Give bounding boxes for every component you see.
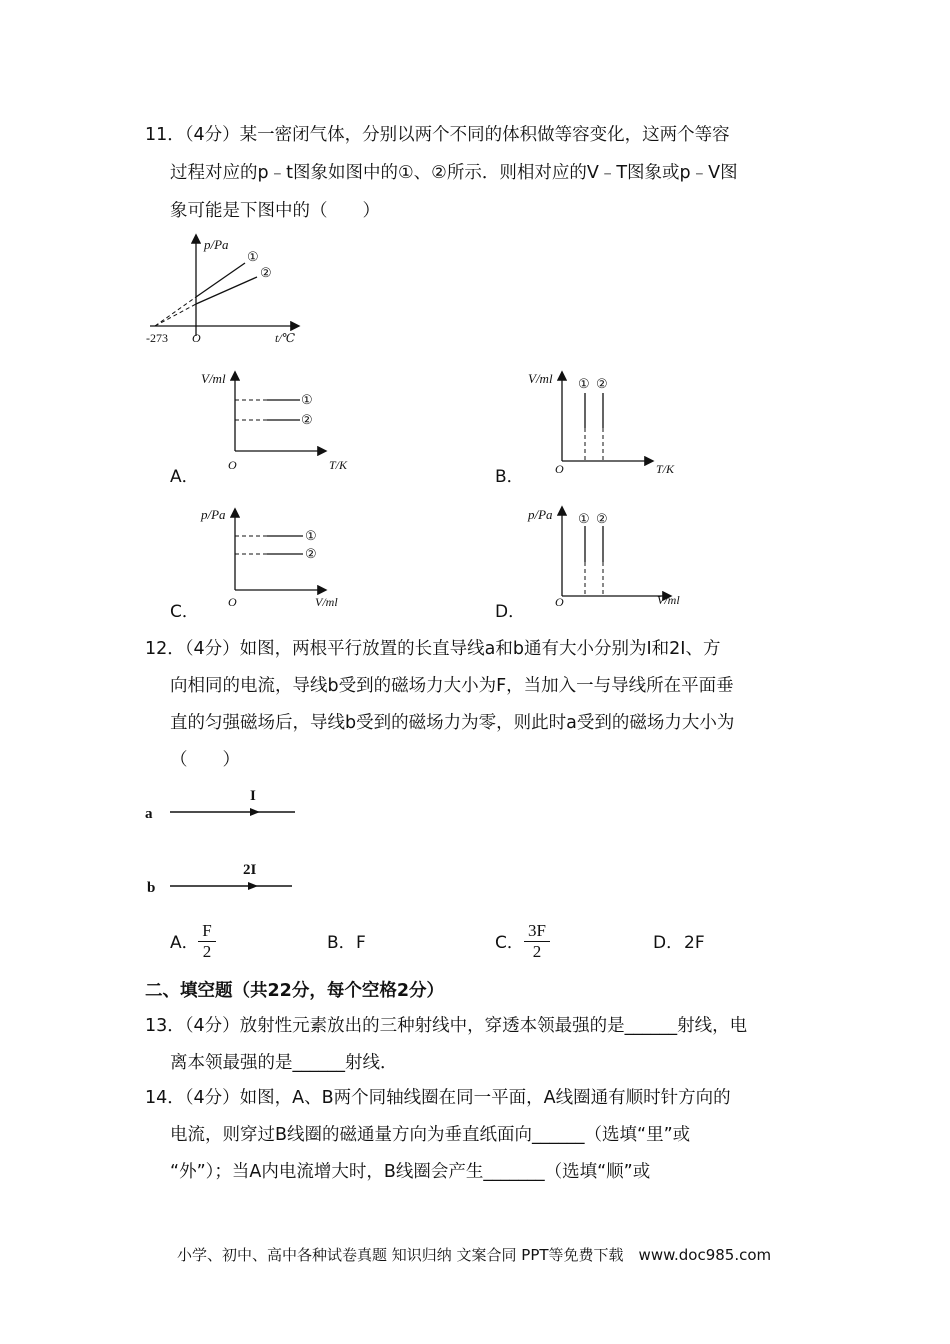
q11-d-ylabel: p/Pa (528, 507, 553, 522)
q11-b-xlabel: T/K (656, 462, 675, 476)
q11-d-c1: ① (578, 511, 590, 526)
q11-pt-figure (140, 230, 310, 350)
q12-option-d-label[interactable]: D． (653, 933, 684, 953)
q11-a-xlabel: T/K (329, 458, 348, 472)
q12-option-a-fraction (198, 922, 216, 961)
section-2-heading: 二、填空题（共22分，每个空格2分） (145, 981, 445, 1001)
q12-option-c-den: 2 (532, 942, 542, 961)
q12-option-a-label[interactable]: A． (170, 933, 199, 953)
q14-line1: 14．（4分）如图，A、B两个同轴线圈在同一平面，A线圈通有顺时针方向的 (145, 1088, 731, 1108)
q11-main-xlabel: t/℃ (275, 331, 296, 345)
q11-main-neg: -273 (146, 331, 168, 345)
q11-option-a[interactable]: A． (170, 467, 199, 487)
q11-d-xlabel: V/ml (657, 593, 680, 607)
q12-option-d-value: 2F (684, 933, 705, 953)
q12-option-b-value: F (356, 933, 366, 953)
q11-a-origin: O (228, 458, 237, 472)
q11-option-c[interactable]: C． (170, 602, 199, 622)
q11-line1: 11．（4分）某一密闭气体，分别以两个不同的体积做等容变化，这两个等容 (145, 125, 730, 145)
q11-c-origin: O (228, 595, 237, 609)
q12-line2: 向相同的电流，导线b受到的磁场力大小为F，当加入一与导线所在平面垂 (170, 676, 734, 696)
q11-main-origin: O (192, 331, 201, 345)
q11-c-c2: ② (305, 546, 317, 561)
q11-a-c2: ② (301, 412, 313, 427)
q11-option-d[interactable]: D． (495, 602, 526, 622)
q12-wire-a-label: a (145, 806, 153, 822)
q11-d-origin: O (555, 595, 564, 609)
q12-option-a-den: 2 (202, 942, 212, 961)
q11-main-ylabel: p/Pa (204, 237, 229, 252)
q12-wire-b-current: 2I (243, 862, 257, 878)
q11-line3: 象可能是下图中的（ ） (170, 201, 380, 221)
q11-c-c1: ① (305, 528, 317, 543)
q11-b-origin: O (555, 462, 564, 476)
q12-option-c-label[interactable]: C． (495, 933, 524, 953)
q11-main-c2: ② (260, 265, 272, 280)
q11-fig-c (195, 500, 365, 615)
q11-c-ylabel: p/Pa (201, 507, 226, 522)
q11-b-c2: ② (596, 376, 608, 391)
q12-option-b-label[interactable]: B． (327, 933, 356, 953)
q11-c-xlabel: V/ml (315, 595, 338, 609)
q11-d-c2: ② (596, 511, 608, 526)
q11-fig-d (522, 500, 692, 615)
q11-b-c1: ① (578, 376, 590, 391)
page-footer: 小学、初中、高中各种试卷真题 知识归纳 文案合同 PPT等免费下载 www.doc985.com (177, 1246, 772, 1264)
q12-wire-b-label: b (147, 880, 156, 896)
q12-line4: （ ） (170, 750, 240, 770)
q14-line3: “外”）；当A内电流增大时，B线圈会产生_______（选填“顺”或 (170, 1162, 651, 1182)
q11-line2: 过程对应的p﹣t图象如图中的①、②所示．则相对应的V﹣T图象或p﹣V图 (170, 163, 738, 183)
q12-wire-a-current: I (250, 788, 256, 804)
q12-option-a-num: F (202, 921, 212, 940)
q12-option-c-fraction (524, 922, 550, 961)
q13-line1: 13．（4分）放射性元素放出的三种射线中，穿透本领最强的是______射线，电 (145, 1016, 748, 1036)
q12-line3: 直的匀强磁场后，导线b受到的磁场力为零，则此时a受到的磁场力大小为 (170, 713, 735, 733)
q11-main-c1: ① (247, 249, 259, 264)
q14-line2: 电流，则穿过B线圈的磁通量方向为垂直纸面向______（选填“里”或 (170, 1125, 691, 1145)
q11-a-ylabel: V/ml (201, 371, 226, 386)
q12-line1: 12．（4分）如图，两根平行放置的长直导线a和b通有大小分别为I和2I、方 (145, 639, 721, 659)
q11-a-c1: ① (301, 392, 313, 407)
q11-fig-b (522, 365, 692, 480)
q11-b-ylabel: V/ml (528, 371, 553, 386)
q12-wire-figure (140, 780, 310, 900)
q12-option-c-num: 3F (528, 921, 546, 940)
q11-option-b[interactable]: B． (495, 467, 524, 487)
q11-fig-a (195, 365, 365, 480)
q13-line2: 离本领最强的是______射线． (170, 1053, 398, 1073)
